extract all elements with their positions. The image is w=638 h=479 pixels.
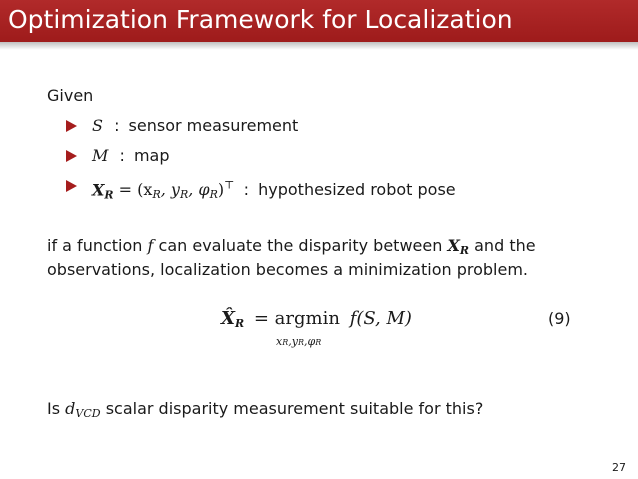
bullet-arrow-icon xyxy=(66,120,77,132)
bullet-item-map xyxy=(92,146,170,166)
title-bar xyxy=(0,0,638,42)
equation-operator: = argmin xyxy=(253,308,340,329)
symbol-x: X xyxy=(92,180,105,200)
pose-expression: = ($x_R$, $y_R$, $\varphi_R)^⊤$ xyxy=(118,179,235,202)
title-shadow xyxy=(0,42,638,50)
equation-function: f(S, M) xyxy=(349,308,412,329)
bullet-arrow-icon xyxy=(66,180,77,192)
given-label: Given xyxy=(47,86,94,105)
bullet-text: map xyxy=(133,146,170,165)
bullet-item-sensor xyxy=(92,116,298,136)
bullet-text: sensor measurement xyxy=(128,116,299,135)
paragraph-line-1: if a function f can evaluate the disparity between $X_R$ and the xyxy=(47,236,536,257)
symbol-m: M xyxy=(92,146,109,165)
bullet-arrow-icon xyxy=(66,150,77,162)
symbol-d: d xyxy=(65,399,76,418)
symbol-x-sub: R xyxy=(104,188,114,202)
question-line: Is $d_{VCD}$ scalar disparity measurement suitable for this? xyxy=(47,399,484,420)
bullet-separator: : xyxy=(114,116,120,135)
equation-subscript: xR,yR,φR xyxy=(276,335,322,348)
paragraph-line-2: observations, localization becomes a minimization problem. xyxy=(47,260,528,279)
bullet-separator: : xyxy=(243,180,250,200)
equation-number: (9) xyxy=(548,309,571,328)
bullet-text: hypothesized robot pose xyxy=(258,180,456,200)
symbol-x: X xyxy=(447,236,460,255)
slide-title: Optimization Framework for Localization xyxy=(8,5,513,34)
equation: $X̂_R = argmin$ f(S, M) xyxy=(221,308,412,330)
equation-lhs: X̂ xyxy=(221,308,235,329)
bullet-item-pose xyxy=(92,176,456,205)
symbol-f: f xyxy=(147,236,154,255)
symbol-s: S xyxy=(92,116,103,135)
bullet-separator: : xyxy=(119,146,125,165)
page-number: 27 xyxy=(612,461,626,474)
